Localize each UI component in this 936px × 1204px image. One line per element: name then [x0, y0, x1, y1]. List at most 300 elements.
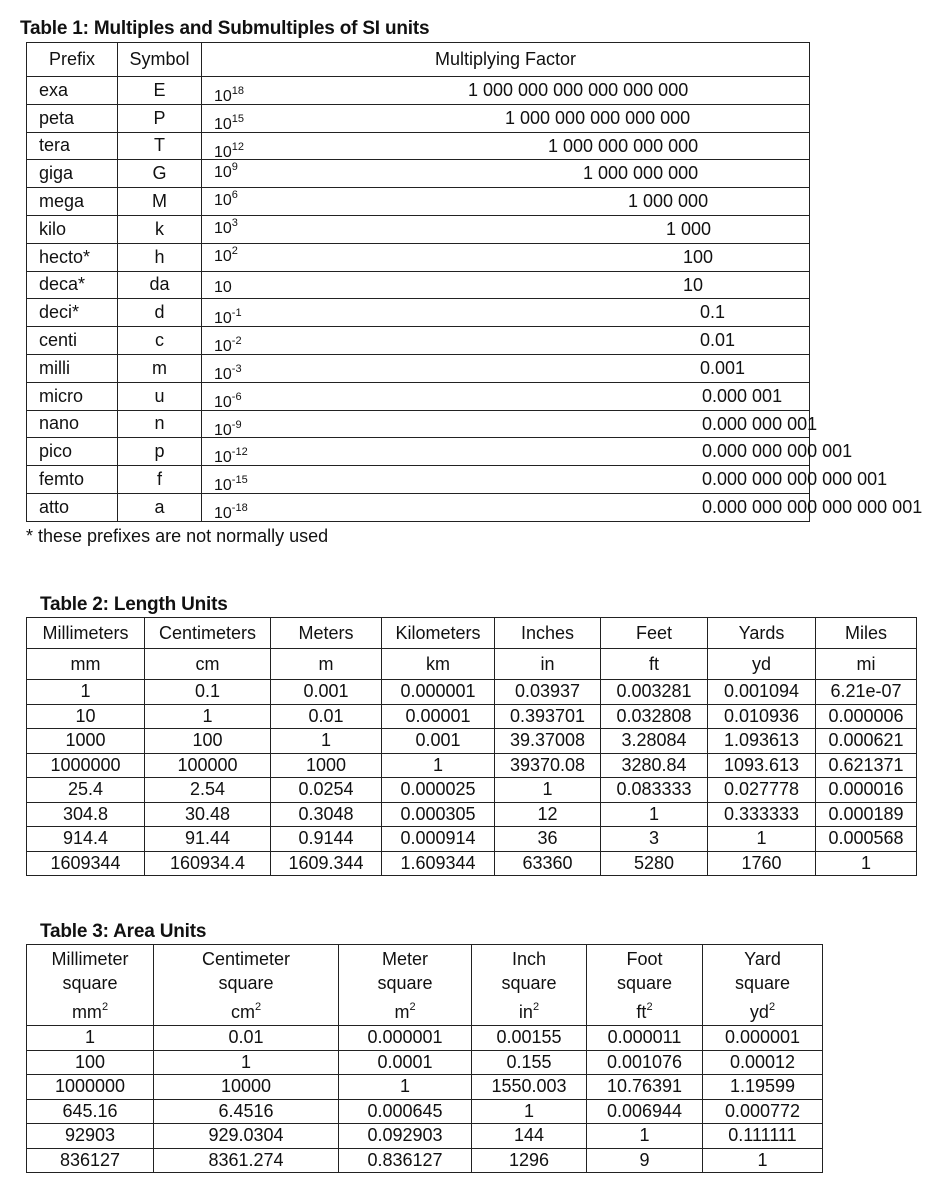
value-cell: 0.621371	[816, 753, 917, 778]
value-cell: 0.027778	[708, 778, 816, 803]
column-header	[472, 945, 587, 1026]
table-row	[27, 704, 917, 729]
column-header	[27, 945, 154, 1026]
header-line: square	[62, 973, 118, 993]
factor-cell	[202, 466, 888, 495]
factor-value: 10	[683, 274, 704, 295]
prefix-cell: nano	[27, 410, 118, 438]
prefix-row	[27, 77, 810, 105]
value-cell: 39370.08	[495, 753, 601, 778]
prefix-row	[27, 215, 810, 243]
prefix-cell: milli	[27, 354, 118, 382]
value-cell: 63360	[495, 851, 601, 876]
column-header: Inches	[495, 618, 601, 649]
value-cell: 0.000011	[587, 1026, 703, 1051]
power-exponent: 3	[231, 216, 238, 229]
prefix-row	[27, 243, 810, 271]
value-cell: 30.48	[145, 802, 271, 827]
value-cell: 6.4516	[154, 1099, 339, 1124]
power-of-ten	[214, 419, 242, 440]
value-cell: 3	[601, 827, 708, 852]
power-base: 10	[214, 143, 232, 161]
power-of-ten	[214, 141, 244, 162]
prefix-cell: giga	[27, 160, 118, 188]
power-of-ten	[214, 502, 248, 523]
header-line: Meter	[381, 949, 428, 969]
factor-cell	[202, 410, 818, 439]
unit-cell: m	[271, 649, 382, 680]
value-cell: 1550.003	[472, 1075, 587, 1100]
header-line: square	[501, 973, 557, 993]
value-cell: 39.37008	[495, 729, 601, 754]
factor-value: 0.01	[700, 330, 736, 351]
value-cell: 0.111111	[703, 1124, 823, 1149]
prefix-cell: atto	[27, 493, 118, 521]
prefix-row	[27, 160, 810, 188]
table3-title: Table 3: Area Units	[40, 921, 207, 942]
column-header: Meters	[271, 618, 382, 649]
factor-cell	[202, 354, 810, 382]
value-cell: 0.9144	[271, 827, 382, 852]
prefix-row	[27, 438, 810, 466]
table3-header-row	[27, 945, 823, 1026]
unit-exponent: 2	[768, 1001, 776, 1013]
unit-exponent: 2	[254, 1001, 262, 1013]
factor-cell	[202, 271, 810, 299]
column-header: Centimeters	[145, 618, 271, 649]
table1-header-row	[27, 43, 810, 77]
value-cell: 3.28084	[601, 729, 708, 754]
value-cell: 0.3048	[271, 802, 382, 827]
factor-cell	[202, 104, 810, 132]
value-cell: 0.000016	[816, 778, 917, 803]
value-cell: 1760	[708, 851, 816, 876]
header-unit	[27, 995, 153, 1024]
value-cell: 0.0254	[271, 778, 382, 803]
power-of-ten	[214, 363, 242, 384]
power-exponent: -18	[231, 501, 248, 514]
power-of-ten	[214, 307, 242, 328]
power-exponent: 2	[231, 244, 238, 257]
unit-cell: mi	[816, 649, 917, 680]
power-of-ten	[214, 245, 238, 266]
factor-value: 0.1	[700, 302, 726, 323]
power-base: 10	[214, 421, 232, 439]
value-cell: 0.155	[472, 1050, 587, 1075]
symbol-cell: u	[118, 382, 202, 410]
factor-cell	[202, 299, 810, 327]
value-cell: 0.000621	[816, 729, 917, 754]
power-exponent: 6	[231, 189, 238, 202]
prefix-row	[27, 493, 810, 521]
factor-cell	[202, 77, 810, 105]
table2-unit-row	[27, 649, 917, 680]
column-header: Yards	[708, 618, 816, 649]
value-cell: 6.21e-07	[816, 680, 917, 705]
prefix-row	[27, 354, 810, 382]
value-cell: 0.001076	[587, 1050, 703, 1075]
power-exponent: -9	[231, 418, 242, 431]
value-cell: 0.01	[271, 704, 382, 729]
value-cell: 8361.274	[154, 1148, 339, 1173]
value-cell: 100	[27, 1050, 154, 1075]
column-header: Prefix	[27, 43, 118, 77]
unit-cell: yd	[708, 649, 816, 680]
power-exponent: 12	[231, 140, 245, 153]
column-header	[703, 945, 823, 1026]
power-base: 10	[214, 278, 232, 296]
column-header	[587, 945, 703, 1026]
power-base: 10	[214, 115, 232, 133]
unit-cell: mm	[27, 649, 145, 680]
header-line: Centimeter	[201, 949, 291, 969]
symbol-cell: f	[118, 466, 202, 494]
table-row	[27, 1148, 823, 1173]
value-cell: 25.4	[27, 778, 145, 803]
power-of-ten	[214, 335, 242, 356]
prefix-cell: deci*	[27, 299, 118, 327]
header-line: Yard	[744, 949, 781, 969]
prefix-cell: micro	[27, 382, 118, 410]
table-row	[27, 1099, 823, 1124]
power-base: 10	[214, 449, 232, 467]
header-unit	[703, 995, 822, 1024]
factor-cell	[202, 132, 810, 160]
value-cell: 1	[271, 729, 382, 754]
factor-value: 1 000 000 000 000 000	[505, 107, 691, 128]
value-cell: 0.03937	[495, 680, 601, 705]
unit-symbol: in	[518, 1002, 533, 1022]
power-base: 10	[214, 477, 232, 495]
prefix-cell: femto	[27, 466, 118, 494]
symbol-cell: P	[118, 104, 202, 132]
value-cell: 160934.4	[145, 851, 271, 876]
value-cell: 91.44	[145, 827, 271, 852]
header-unit	[339, 995, 471, 1024]
value-cell: 10000	[154, 1075, 339, 1100]
prefix-row	[27, 104, 810, 132]
prefix-cell: peta	[27, 104, 118, 132]
value-cell: 1.609344	[382, 851, 495, 876]
value-cell: 10.76391	[587, 1075, 703, 1100]
value-cell: 1	[27, 680, 145, 705]
value-cell: 0.000305	[382, 802, 495, 827]
header-line: Millimeter	[51, 949, 129, 969]
value-cell: 5280	[601, 851, 708, 876]
power-of-ten	[214, 85, 244, 106]
factor-value: 1 000 000 000 000 000 000	[468, 80, 689, 100]
table-row	[27, 1050, 823, 1075]
symbol-cell: c	[118, 327, 202, 355]
value-cell: 0.393701	[495, 704, 601, 729]
unit-symbol: yd	[749, 1002, 769, 1022]
factor-value: 0.001	[700, 357, 746, 378]
factor-value: 100	[683, 246, 714, 267]
value-cell: 1	[708, 827, 816, 852]
power-of-ten	[214, 474, 248, 495]
column-header: Feet	[601, 618, 708, 649]
power-of-ten	[214, 391, 242, 412]
power-base: 10	[214, 164, 232, 182]
prefix-row	[27, 382, 810, 410]
factor-cell	[202, 243, 810, 271]
value-cell: 0.083333	[601, 778, 708, 803]
value-cell: 1	[145, 704, 271, 729]
header-line: Foot	[626, 949, 663, 969]
factor-value: 0.000 001	[702, 385, 783, 406]
symbol-cell: m	[118, 354, 202, 382]
table-row	[27, 778, 917, 803]
value-cell: 2.54	[145, 778, 271, 803]
value-cell: 0.000001	[703, 1026, 823, 1051]
value-cell: 0.000006	[816, 704, 917, 729]
value-cell: 929.0304	[154, 1124, 339, 1149]
area-units-table	[26, 944, 823, 1173]
factor-cell	[202, 188, 810, 216]
value-cell: 0.000645	[339, 1099, 472, 1124]
value-cell: 1.093613	[708, 729, 816, 754]
header-unit	[587, 995, 702, 1024]
unit-exponent: 2	[646, 1001, 653, 1013]
value-cell: 0.000914	[382, 827, 495, 852]
power-exponent: 15	[231, 112, 245, 125]
value-cell: 3280.84	[601, 753, 708, 778]
power-base: 10	[214, 310, 232, 328]
symbol-cell: T	[118, 132, 202, 160]
value-cell: 0.001	[271, 680, 382, 705]
column-header	[154, 945, 339, 1026]
value-cell: 1	[27, 1026, 154, 1051]
prefix-row	[27, 466, 810, 494]
value-cell: 914.4	[27, 827, 145, 852]
unit-exponent: 2	[532, 1001, 540, 1013]
table-row	[27, 1124, 823, 1149]
value-cell: 0.092903	[339, 1124, 472, 1149]
value-cell: 0.00001	[382, 704, 495, 729]
value-cell: 0.00155	[472, 1026, 587, 1051]
header-line: square	[218, 973, 274, 993]
value-cell: 645.16	[27, 1099, 154, 1124]
power-exponent: -1	[231, 307, 242, 320]
value-cell: 0.333333	[708, 802, 816, 827]
value-cell: 1	[587, 1124, 703, 1149]
value-cell: 36	[495, 827, 601, 852]
factor-value: 0.000 000 000 000 001	[702, 469, 888, 490]
factor-value: 1 000	[666, 218, 712, 239]
column-header	[339, 945, 472, 1026]
value-cell: 1093.613	[708, 753, 816, 778]
header-line: Inch	[511, 949, 547, 969]
header-line: square	[616, 973, 673, 993]
header-line: square	[734, 973, 791, 993]
value-cell: 1000	[27, 729, 145, 754]
power-base: 10	[214, 219, 232, 237]
factor-cell	[202, 438, 853, 467]
table-row	[27, 680, 917, 705]
power-of-ten	[214, 161, 238, 182]
value-cell: 12	[495, 802, 601, 827]
power-base: 10	[214, 338, 232, 356]
prefix-cell: centi	[27, 327, 118, 355]
prefix-cell: kilo	[27, 215, 118, 243]
value-cell: 304.8	[27, 802, 145, 827]
value-cell: 0.000001	[382, 680, 495, 705]
symbol-cell: h	[118, 243, 202, 271]
value-cell: 1609.344	[271, 851, 382, 876]
value-cell: 0.0001	[339, 1050, 472, 1075]
power-exponent: 18	[231, 85, 245, 97]
power-exponent: 9	[231, 161, 238, 174]
column-header: Miles	[816, 618, 917, 649]
value-cell: 1.19599	[703, 1075, 823, 1100]
prefix-cell: exa	[27, 77, 118, 105]
prefix-cell: tera	[27, 132, 118, 160]
prefix-cell: pico	[27, 438, 118, 466]
symbol-cell: k	[118, 215, 202, 243]
power-exponent: -3	[231, 362, 242, 375]
value-cell: 0.000568	[816, 827, 917, 852]
value-cell: 1609344	[27, 851, 145, 876]
table2-header-row	[27, 618, 917, 649]
unit-cell: km	[382, 649, 495, 680]
symbol-cell: E	[118, 77, 202, 105]
power-of-ten	[214, 113, 244, 134]
factor-value: 0.000 000 000 001	[702, 441, 853, 462]
value-cell: 1000	[271, 753, 382, 778]
factor-cell	[202, 327, 810, 355]
footnote: * these prefixes are not normally used	[26, 526, 329, 546]
factor-cell	[202, 160, 810, 188]
power-of-ten	[214, 189, 238, 210]
unit-exponent: 2	[101, 1001, 109, 1013]
power-of-ten	[214, 217, 238, 238]
value-cell: 100	[145, 729, 271, 754]
unit-cell: ft	[601, 649, 708, 680]
symbol-cell: d	[118, 299, 202, 327]
table-row	[27, 753, 917, 778]
prefix-row	[27, 299, 810, 327]
power-base: 10	[214, 393, 232, 411]
value-cell: 0.000025	[382, 778, 495, 803]
value-cell: 0.032808	[601, 704, 708, 729]
value-cell: 0.000772	[703, 1099, 823, 1124]
value-cell: 0.001	[382, 729, 495, 754]
value-cell: 1	[339, 1075, 472, 1100]
value-cell: 1000000	[27, 1075, 154, 1100]
value-cell: 0.003281	[601, 680, 708, 705]
column-header: Kilometers	[382, 618, 495, 649]
column-header: Multiplying Factor	[202, 43, 810, 77]
prefix-cell: deca*	[27, 271, 118, 299]
length-units-table	[26, 617, 917, 876]
symbol-cell: G	[118, 160, 202, 188]
unit-symbol: ft	[636, 1002, 647, 1022]
factor-cell	[202, 382, 810, 410]
value-cell: 0.836127	[339, 1148, 472, 1173]
table1-title: Table 1: Multiples and Submultiples of SI units	[20, 18, 430, 39]
unit-symbol: mm	[71, 1002, 102, 1022]
power-base: 10	[214, 247, 232, 265]
unit-cell: cm	[145, 649, 271, 680]
factor-value: 0.000 000 000 000 000 001	[702, 496, 923, 517]
value-cell: 836127	[27, 1148, 154, 1173]
power-base: 10	[214, 504, 232, 522]
unit-exponent: 2	[409, 1001, 416, 1013]
unit-symbol: m	[394, 1002, 410, 1022]
table-row	[27, 827, 917, 852]
symbol-cell: p	[118, 438, 202, 466]
factor-value: 1 000 000 000	[583, 163, 699, 184]
factor-value: 0.000 000 001	[702, 413, 818, 434]
value-cell: 0.1	[145, 680, 271, 705]
value-cell: 0.00012	[703, 1050, 823, 1075]
unit-symbol: cm	[230, 1002, 255, 1022]
value-cell: 1	[601, 802, 708, 827]
factor-value: 1 000 000 000 000	[548, 135, 699, 156]
table-row	[27, 802, 917, 827]
symbol-cell: da	[118, 271, 202, 299]
prefix-row	[27, 188, 810, 216]
prefix-row	[27, 410, 810, 438]
value-cell: 0.01	[154, 1026, 339, 1051]
table2-title: Table 2: Length Units	[40, 594, 228, 615]
value-cell: 0.000001	[339, 1026, 472, 1051]
value-cell: 9	[587, 1148, 703, 1173]
power-base: 10	[214, 192, 232, 210]
value-cell: 1000000	[27, 753, 145, 778]
value-cell: 92903	[27, 1124, 154, 1149]
value-cell: 0.006944	[587, 1099, 703, 1124]
value-cell: 1	[495, 778, 601, 803]
table-row	[27, 729, 917, 754]
column-header: Symbol	[118, 43, 202, 77]
prefix-cell: hecto*	[27, 243, 118, 271]
power-base: 10	[214, 88, 232, 105]
factor-value: 1 000 000	[628, 191, 709, 212]
header-unit	[472, 995, 586, 1024]
value-cell: 0.001094	[708, 680, 816, 705]
factor-cell	[202, 215, 810, 243]
column-header: Millimeters	[27, 618, 145, 649]
header-line: square	[377, 973, 433, 993]
prefix-row	[27, 271, 810, 299]
value-cell: 1	[154, 1050, 339, 1075]
value-cell: 1	[816, 851, 917, 876]
power-of-ten	[214, 446, 248, 467]
table-row	[27, 1026, 823, 1051]
power-base: 10	[214, 365, 232, 383]
value-cell: 100000	[145, 753, 271, 778]
symbol-cell: M	[118, 188, 202, 216]
power-exponent: -2	[231, 335, 242, 348]
power-exponent: -12	[231, 446, 248, 459]
symbol-cell: a	[118, 493, 202, 521]
value-cell: 0.010936	[708, 704, 816, 729]
table-row	[27, 1075, 823, 1100]
value-cell: 1	[703, 1148, 823, 1173]
value-cell: 1296	[472, 1148, 587, 1173]
header-unit	[154, 995, 338, 1024]
value-cell: 144	[472, 1124, 587, 1149]
table-row	[27, 851, 917, 876]
value-cell: 1	[472, 1099, 587, 1124]
unit-cell: in	[495, 649, 601, 680]
power-exponent: -15	[231, 474, 248, 487]
prefix-cell: mega	[27, 188, 118, 216]
value-cell: 0.000189	[816, 802, 917, 827]
power-exponent: -6	[231, 390, 242, 403]
power-of-ten	[214, 276, 232, 297]
